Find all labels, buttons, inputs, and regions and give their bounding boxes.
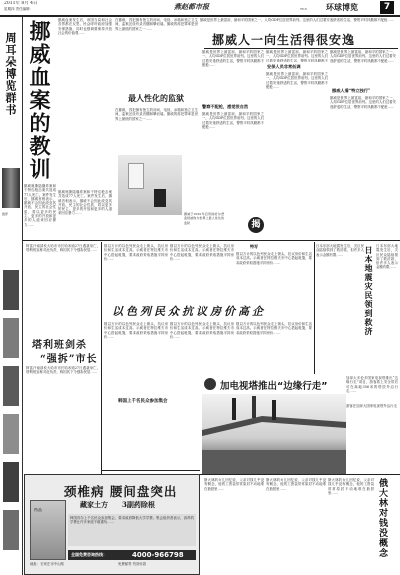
prison-photo [118,155,182,215]
sidebar-book-3 [3,366,19,406]
prison-photo-chair [154,189,166,207]
ad-hotline-number: 4000-966798 [132,551,184,559]
paper-name: 燕赵都市报 [174,2,209,11]
right-story-badge: 揭 [248,217,264,233]
top-section-rule [22,240,400,241]
right-story-col-3b: 挪威是世界上最富裕、最和平的国家之一，人均GDP位居世界前列。这里的人们过着安逸舒适的生活，警察平时执勤都不配枪…… [330,96,396,109]
masthead-date: 2011年 8月 4日 [4,1,38,6]
masthead-side-note: TV-5 [300,7,307,11]
middle-feature-label: 特写 [250,244,258,249]
japan-story-headline: 日本地震灾民领到救济 [364,246,374,336]
ad-address: 地址：石家庄市中山路 [30,562,64,566]
masthead [0,0,400,16]
middle-feature-body-b: 数以万计的以色列民众走上街头，抗议房价和生活成本过高。示威者在特拉维夫市中心搭起帐篷，要求政府采取措施平抑房价…… [170,322,234,339]
tower-photo-graphic [202,394,346,474]
tower-city [202,450,346,474]
small-news-rule [102,470,200,471]
masthead-rule [0,15,400,17]
right-story-col-2b: 挪威是世界上最富裕、最和平的国家之一，人均GDP位居世界前列。这里的人们过着安逸舒适的生活，警察平时执勤都不配枪…… [266,72,328,89]
left-column-headline-2: “强拆”市长 [40,354,98,365]
masthead-weekday: 星期四 责任编辑： [4,7,34,11]
ad-note: 免费邮寄 货到付款 [118,562,147,566]
bottom-right-rule [200,474,400,475]
prison-story-body-top: 在挪威，囚犯拥有独立的房间、电视、冰箱和独立卫生间，监狱还设有录音棚和攀岩墙。挪威的再犯罪率是世界上最低的国家之一…… [115,18,198,31]
small-news-headline: 韩国上千名民众参加集会 [118,399,168,404]
right-story-subhead-1: 警察不配枪，感觉很自然 [202,104,249,109]
top-story-body-b: 挪威奥斯陆爆炸案和于特岛枪击案共造成77人死亡。案件发生后，挪威首相表示，挪威不会因此改变其开放、民主的社会性质，将以更多的民主、更多的开放和更多的人道来回应暴力…… [24,184,56,227]
japan-story-body-a: 日本东部大地震发生后，灾区民众陆续领到了救济款，但许多人表示金额有限…… [316,244,364,257]
tower-photo-caption: 游客在加拿大国家电视塔外沿行走 [346,404,397,408]
left-column-body: 阿富汗南部坎大哈市市长哈米迪27日遇袭身亡，塔利班宣称对此负责，称因其下令强拆民居…… [26,366,100,375]
top-story-body: 挪威奥斯陆爆炸案和于特岛枪击案共造成77人死亡。案件发生后，挪威首相表示，挪威不会因此改变其开放、民主的社会性质，将以更多的民主、更多的开放和更多的人道来回应暴力…… [58,190,112,216]
sidebar-book-2 [3,318,19,358]
left-column-divider [101,242,102,474]
middle-feature-body-c: 数以万计的以色列民众走上街头，抗议房价和生活成本过高。示威者在特拉维夫市中心搭起帐篷，要求政府采取措施平抑房价…… [236,322,312,335]
right-story-col-2: 挪威是世界上最富裕、最和平的国家之一，人均GDP位居世界前列。这里的人们过着安逸舒适的生活，警察平时执勤都不 [266,50,328,62]
prison-story-headline: 最人性化的监狱 [128,93,184,103]
tower-walker-3 [272,400,276,420]
tower-story-icon [204,378,216,390]
prison-photo-window [128,163,144,189]
right-story-body-top: 挪威是世界上最富裕、最和平的国家之一，人均GDP位居世界前列。这里的人们过着安逸舒适的生活，警察平时执勤都不配枪…… [200,18,395,22]
sidebar-image [2,168,20,208]
top-story-lead: 挪威血案发生后，该国当局和社会各界都在反思，民众呼吁政府加强安保措施，同时也强调要保持开放社会的价值观…… [58,18,112,35]
left-column-body-top: 阿富汗南部坎大哈市市长哈米迪27日遇袭身亡，塔利班宣称对此负责，称因其下令强拆民居…… [26,244,100,253]
japan-divider [314,242,315,374]
right-story-col-1: 挪威是世界上最富裕、最和平的国家之一，人均GDP位居世界前列。这里的人们过着安逸舒适的生活，警察平时执勤都不配枪…… [202,50,264,67]
sidebar-strip-text: 推荐 [2,212,9,216]
middle-feature-headline: 以色列民众抗议房价高企 [112,305,266,318]
ad-title: 颈椎病 腰间盘突出 [64,484,178,499]
russia-story-col-3: 斯大林的女儿回忆说，父亲对钱几乎没有概念，他的工资袋常常原封不动地堆在抽屉里…… [328,478,374,495]
left-column-headline-1: 塔利班剑杀 [32,340,87,351]
russia-story-headline: 俄大林对钱没概念 [377,478,387,558]
ad-description-text: 韩国首尔上千名民众参加集会，要求政府降低大学学费。集会组织者表示，高昂的学费让许多家庭不堪重负…… [70,516,194,525]
tower-walker-1 [232,398,236,420]
prison-story-body: 在挪威，囚犯拥有独立的房间、电视、冰箱和独立卫生间，监狱还设有录音棚和攀岩墙。挪威的再犯罪率是世界上最低的国家之一…… [115,108,198,121]
right-story-rule [204,48,398,49]
ad-brand: 藏家土方 [80,500,108,509]
tower-story-headline: 加电视塔推出“边缘行走” [220,381,328,392]
tower-walker-2 [252,396,256,418]
right-story-subhead-2: 安保人员非常低调 [267,64,301,69]
right-story-col-1b: 挪威是世界上最富裕、最和平的国家之一，人均GDP位居世界前列。这里的人们过着安逸舒适的生活，警察平时执勤都不配枪…… [202,112,264,129]
middle-col-1: 数以万计的以色列民众走上街头，抗议房价和生活成本过高。示威者在特拉维夫市中心搭起帐篷，要求政府采取措施平抑房价…… [104,244,168,261]
prison-photo-caption: 挪威于2010年启用的哈尔登监狱被称为世界上最人性化的监狱 [184,212,224,225]
tower-story-body-top: 加拿大多伦多国家电视塔推出“边缘行走”项目，游客系上安全带后可在离地356米的塔顶外沿行走…… [346,376,398,393]
ad-slogan: 3副药除根 [122,500,155,509]
ad-box-text: 药品 [34,508,42,512]
sidebar-book-4 [3,414,19,454]
sidebar-book-6 [3,510,19,550]
middle-feature-body-a: 数以万计的以色列民众走上街头，抗议房价和生活成本过高。示威者在特拉维夫市中心搭起帐篷，要求政府采取措施平抑房价…… [104,322,168,339]
sidebar-title: 周耳朵博览群书 [4,32,17,116]
sidebar-book-5 [3,462,19,502]
right-story-col-3: 挪威是世界上最富裕、最和平的国家之一，人均GDP位居世界前列。这里的人们过着安逸舒适的生活，警察平时执勤都不配枪…… [330,50,396,63]
ad-hotline-label: 全国免费咨询热线： [71,552,107,557]
right-story-headline: 挪威人一向生活得很安逸 [212,33,356,47]
tower-photo [202,394,346,474]
top-story-headline: 挪威血案的教训 [27,20,52,181]
russia-story-col-2: 斯大林的女儿回忆说，父亲对钱几乎没有概念，他的工资袋常常原封不动地堆在抽屉里…… [266,478,326,491]
japan-story-body-b: 日本东部大地震发生后，灾区民众陆续领到了救济款，但许多人表示金额有限…… [376,244,398,270]
middle-col-2: 数以万计的以色列民众走上街头，抗议房价和生活成本过高。示威者在特拉维夫市中心搭起帐篷，要求政府采取措施平抑房价…… [170,244,234,261]
page-number: 7 [380,1,394,14]
sidebar-book-1 [3,270,19,310]
russia-story-col-1: 斯大林的女儿回忆说，父亲对钱几乎没有概念，他的工资袋常常原封不动地堆在抽屉里…… [204,478,264,491]
section-name: 环球博览 [326,3,358,12]
right-story-subhead-3: 挪威人看“特立独行” [332,88,371,93]
middle-col-3: 数以万计的以色列民众走上街头，抗议房价和生活成本过高。示威者在特拉维夫市中心搭起帐篷，要求政府采取措施平抑房价…… [236,252,312,265]
